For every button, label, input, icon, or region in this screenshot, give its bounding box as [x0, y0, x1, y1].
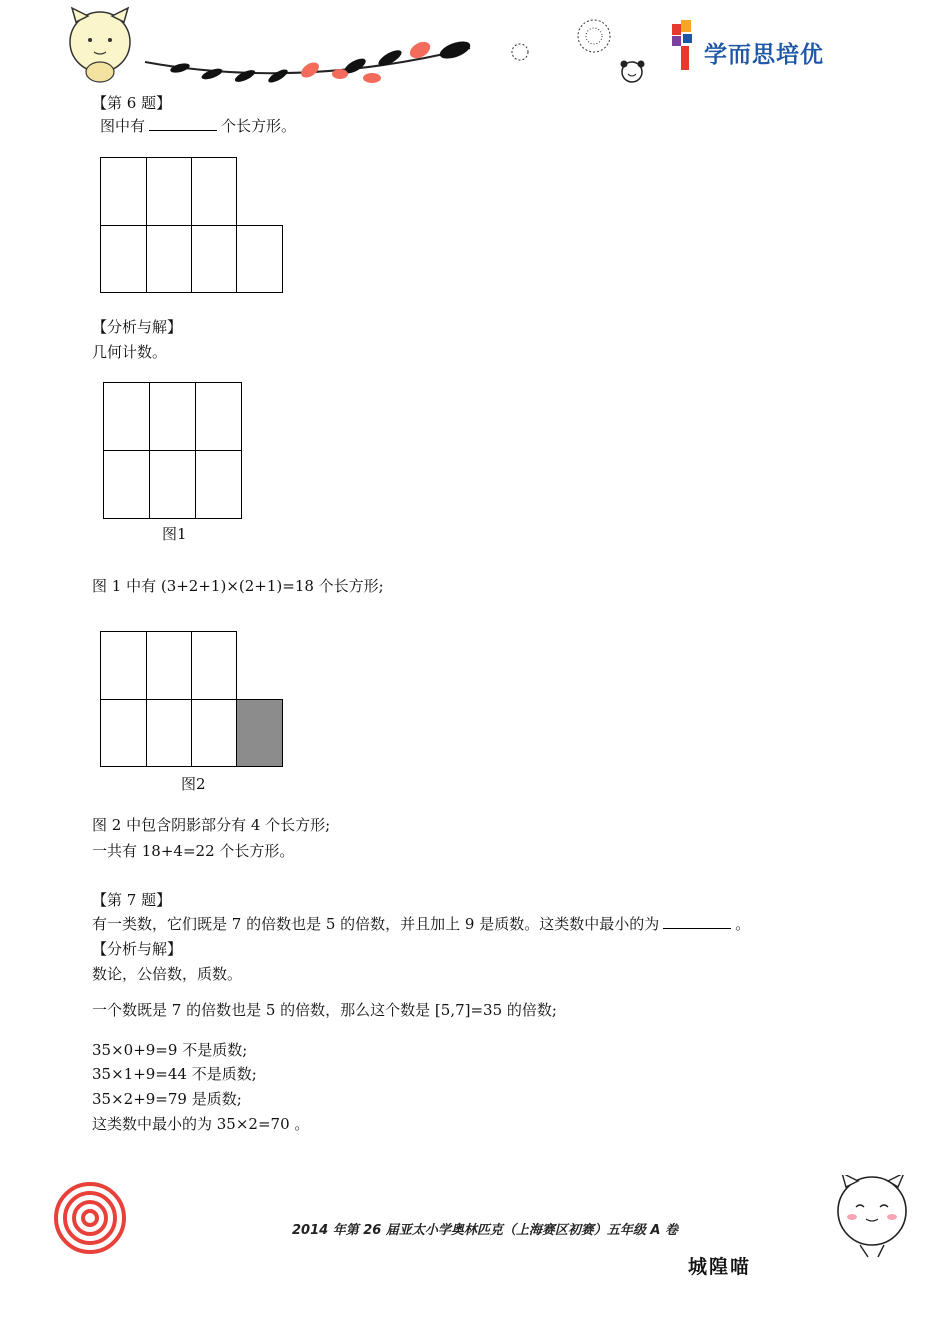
- grid-cell: [146, 157, 192, 226]
- q7-step: 35×0+9=9 不是质数;: [92, 1041, 248, 1059]
- q7-question: [92, 914, 750, 934]
- q6-analysis-title: 【分析与解】: [92, 318, 183, 336]
- q6-analysis-type: 几何计数。: [92, 343, 168, 361]
- fig1-text: 图 1 中有 (3+2+1)×(2+1)=18 个长方形;: [92, 577, 384, 595]
- q7-conclusion: 这类数中最小的为 35×2=70 。: [92, 1115, 310, 1133]
- q7-step: 35×1+9=44 不是质数;: [92, 1065, 257, 1083]
- grid-cell: [191, 225, 237, 293]
- q6-question-after: 个长方形。: [221, 117, 297, 135]
- footer-competition: 2014 年第 26 届亚太小学奥林匹克（上海赛区初赛）五年级 A 卷: [292, 1223, 678, 1238]
- grid-cell: [191, 631, 237, 700]
- q6-question: [100, 116, 296, 136]
- q7-answer-blank: [663, 914, 731, 929]
- q7-question-after: 。: [735, 915, 751, 933]
- cat-character-icon: [70, 8, 130, 82]
- fig1-caption: 图1: [162, 525, 187, 543]
- dandelion-icon: [512, 20, 610, 60]
- grid-cell: [195, 450, 242, 519]
- grid-cell: [191, 157, 237, 226]
- cat-face-icon: [838, 1175, 906, 1257]
- q6-title: 【第 6 题】: [92, 94, 172, 112]
- grid-cell: [103, 382, 150, 451]
- q7-step: 35×2+9=79 是质数;: [92, 1090, 242, 1108]
- footer-signature: 城隍喵: [688, 1256, 752, 1278]
- grid-cell: [195, 382, 242, 451]
- brand-name: 学而思培优: [704, 42, 824, 68]
- grid-cell: [146, 225, 192, 293]
- shaded-cell: [236, 699, 283, 767]
- spiral-icon: [56, 1184, 124, 1252]
- grid-cell: [100, 699, 147, 767]
- q6-total-text: 一共有 18+4=22 个长方形。: [92, 842, 295, 860]
- grid-cell: [146, 631, 192, 700]
- grid-cell: [103, 450, 150, 519]
- panda-icon: [621, 61, 645, 83]
- q7-analysis-title: 【分析与解】: [92, 940, 183, 958]
- grid-cell: [149, 382, 196, 451]
- q7-lcm-text: 一个数既是 7 的倍数也是 5 的倍数，那么这个数是 [5,7]=35 的倍数;: [92, 1001, 557, 1019]
- q7-title: 【第 7 题】: [92, 891, 172, 909]
- fig2-text: 图 2 中包含阴影部分有 4 个长方形;: [92, 816, 331, 834]
- grid-cell: [236, 225, 283, 293]
- grid-cell: [146, 699, 192, 767]
- grid-cell: [100, 225, 147, 293]
- q7-question-before: 有一类数，它们既是 7 的倍数也是 5 的倍数，并且加上 9 是质数。这类数中最小的为: [92, 915, 660, 933]
- q6-question-before: 图中有: [100, 117, 146, 135]
- grid-cell: [100, 157, 147, 226]
- q7-analysis-type: 数论，公倍数，质数。: [92, 965, 243, 983]
- grid-cell: [149, 450, 196, 519]
- grid-cell: [191, 699, 237, 767]
- grid-cell: [100, 631, 147, 700]
- fig2-caption: 图2: [181, 775, 206, 793]
- q6-answer-blank: [149, 116, 217, 131]
- brand-logo-icon: [672, 20, 692, 70]
